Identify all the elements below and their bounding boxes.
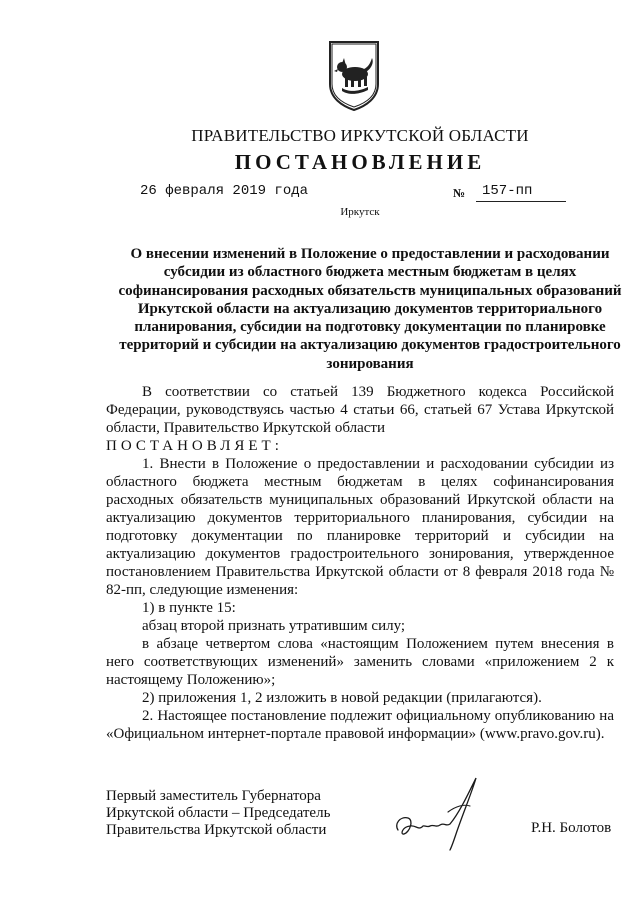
item-1: 1. Внести в Положение о предоставлении и расходовании субсидии из областного бюджета местным бюджетам в целях софинансирования расходных обязательств муниципальных образований Иркутской области на актуализацию документов территориального планирования, субсидии на подготовку документации по планировке территорий и субсидии на актуализацию документов градостроительного зонирования, утвержденное постановлением Правительства Иркутской области от 8 февраля 2018 года № 82-пп, следующие изменения: [106,456,614,598]
number-sign: № [453,186,466,200]
government-name: ПРАВИТЕЛЬСТВО ИРКУТСКОЙ ОБЛАСТИ [191,126,529,145]
item-1-2: 2) приложения 1, 2 изложить в новой редакции (прилагаются). [142,690,542,706]
item-1-1-a: абзац второй признать утратившим силу; [142,618,406,634]
decree-word: ПОСТАНОВЛЯЕТ: [106,438,283,454]
document-number: 157-пп [482,183,533,199]
coat-of-arms-icon [328,40,380,112]
document-place: Иркутск [340,206,380,218]
signer-position-line-1: Первый заместитель Губернатора [106,788,321,804]
document-title: О внесении изменений в Положение о предоставлении и расходовании субсидии из областного бюджета местным бюджетам в целях софинансирования расходных обязательств муниципальных образований Иркутской области на актуализацию документов территориального планирования, субсидии на подготовку документации по планировке территорий и субсидии на актуализацию документов градостроительного зонирования [118,246,622,372]
signer-position [106,788,330,839]
document-body [106,383,614,743]
item-1-1: 1) в пункте 15: [142,600,236,616]
item-1-1-b: в абзаце четвертом слова «настоящим Положением путем внесения в него соответствующих изменений» заменить словами «приложением 2 к настоящему Положению»; [106,636,614,688]
item-2: 2. Настоящее постановление подлежит официальному опубликованию на «Официальном интернет-портале правовой информации» (www.pravo.gov.ru). [106,708,614,742]
handwritten-signature [390,772,490,852]
signer-position-line-2: Иркутской области – Председатель [106,805,331,821]
document-date: 26 февраля 2019 года [140,183,309,199]
signer-position-line-3: Правительства Иркутской области [106,822,327,838]
signer-name: Р.Н. Болотов [531,820,612,836]
preamble: В соответствии со статьей 139 Бюджетного кодекса Российской Федерации, руководствуясь частью 4 статьи 66, статьей 67 Устава Иркутской области, Правительство Иркутской области [106,384,614,436]
document-type: ПОСТАНОВЛЕНИЕ [234,150,486,174]
number-underline [476,201,566,202]
